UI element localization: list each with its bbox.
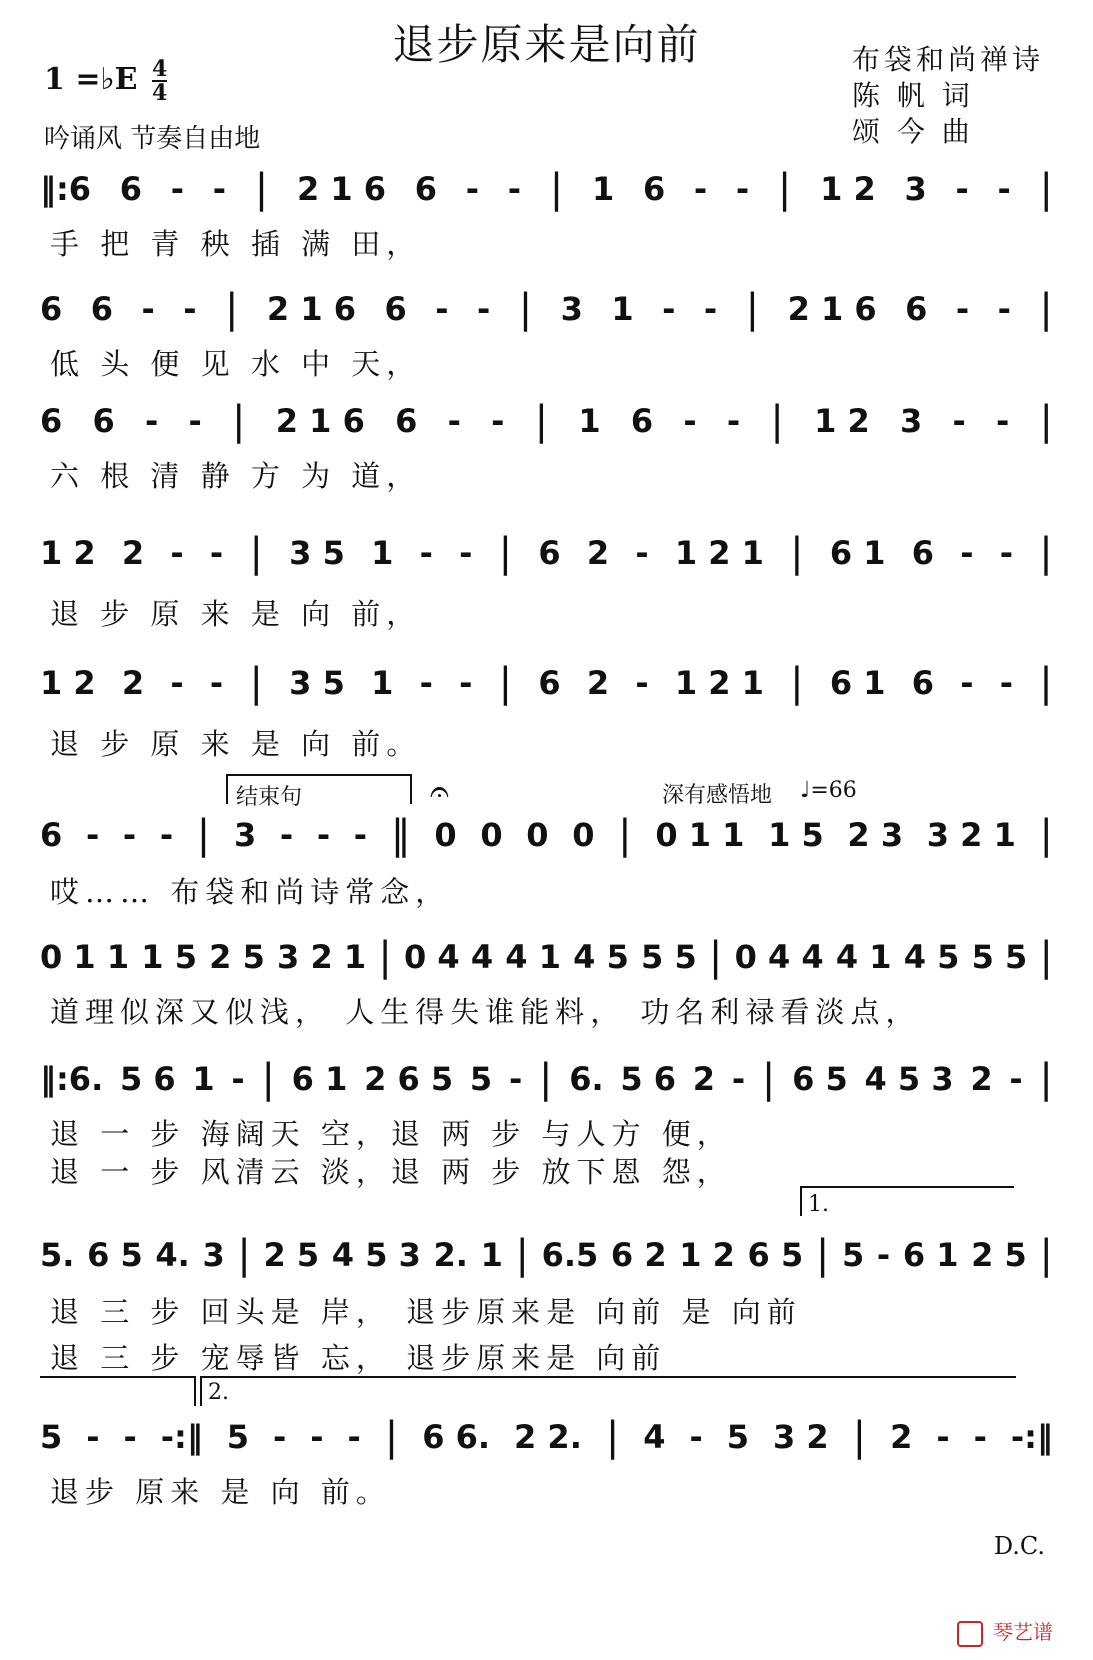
barline: | (249, 530, 263, 576)
page-title: 退步原来是向前 (392, 20, 701, 69)
note-group: 2 5 (263, 1236, 320, 1274)
note-group: - (316, 816, 331, 854)
note-group: 6 (90, 290, 113, 328)
note-group: 3 2 1 (277, 938, 367, 976)
note-group: 6 5 (792, 1060, 848, 1098)
note-group: - (731, 1060, 746, 1098)
note-group: 5 5 (641, 938, 697, 976)
note-group: 1 (192, 1060, 215, 1098)
note-group: - (703, 290, 718, 328)
barline: | (1039, 530, 1053, 576)
note-group: - (310, 1418, 324, 1456)
note-group: 2 1 6 (266, 290, 356, 328)
barline: | (254, 166, 269, 212)
note-group: - (122, 816, 137, 854)
tempo-text: 吟诵风 节奏自由地 (44, 124, 261, 154)
note-group: - (159, 816, 174, 854)
lyric-row-10: 退步 原来 是 向 前。 (50, 1475, 391, 1509)
note-group: 0 4 4 (734, 938, 824, 976)
note-group: 1 (371, 534, 394, 572)
note-group: 1 5 (768, 816, 824, 854)
note-group: 5 (841, 1236, 865, 1274)
note-group: 2 (121, 534, 145, 572)
note-group: - (170, 664, 184, 702)
note-group: 1 2 (820, 170, 876, 208)
note-group: 5 6 (119, 1060, 176, 1098)
note-group: - (123, 1418, 137, 1456)
score-row-1 (40, 160, 1053, 218)
note-group: 3 (202, 1236, 225, 1274)
note-group: 6 1 (291, 1060, 348, 1098)
score-row-8 (40, 1050, 1053, 1108)
note-group: - (635, 534, 649, 572)
note-group: 3 (904, 170, 927, 208)
note-group: 6 1 (829, 664, 886, 702)
tempo-mark: ♩=66 (800, 778, 857, 803)
lyric-row-5: 退 步 原 来 是 向 前。 (50, 727, 422, 761)
note-group: 2 (121, 664, 145, 702)
note-group: 0 (526, 816, 549, 854)
note-group: 5. (40, 1236, 75, 1274)
barline: | (538, 1056, 553, 1102)
note-group: - (735, 170, 750, 208)
note-group: - (347, 1418, 361, 1456)
lyric-row-9a: 退 三 步 回头是 岸， 退步原来是 向前 是 向前 (50, 1295, 802, 1329)
ending-bracket-right (410, 774, 412, 804)
note-group: 6 (119, 170, 143, 208)
note-group: - (1009, 1060, 1023, 1098)
note-group: - (955, 170, 969, 208)
barline: | (1039, 660, 1053, 706)
lyric-row-1: 手 把 青 秧 插 满 田， (50, 227, 422, 261)
note-group: 4 1 (835, 938, 892, 976)
barline: | (384, 1414, 399, 1460)
note-group: 4 5 3 (864, 1060, 954, 1098)
barline: | (237, 1232, 251, 1278)
note-group: 6 1 (902, 1236, 959, 1274)
note-group: - (141, 290, 155, 328)
volta-1-label: 1. (808, 1192, 829, 1217)
lyric-row-8b: 退 一 步 风清云 淡，退 两 步 放下恩 怨， (50, 1155, 732, 1189)
lyric-row-3: 六 根 清 静 方 为 道， (50, 459, 422, 493)
barline: | (777, 166, 792, 212)
barline: | (249, 660, 263, 706)
note-group: - (999, 664, 1014, 702)
volta-1-bracket-left (800, 1186, 802, 1216)
note-group: - (170, 534, 184, 572)
note-group: - (145, 402, 159, 440)
note-group: 2 2. (514, 1418, 582, 1456)
barline: | (1039, 812, 1053, 858)
note-group: 5 5 (971, 938, 1028, 976)
time-denominator: 4 (151, 80, 168, 106)
note-group: 6 (414, 170, 438, 208)
note-group: 4 5 (903, 938, 960, 976)
note-group: 1 (371, 664, 394, 702)
note-group: - (209, 664, 224, 702)
note-group: 3 (899, 402, 923, 440)
score-row-5 (40, 654, 1053, 712)
note-group: 2 1 6 (275, 402, 365, 440)
barline: | (1039, 166, 1053, 212)
note-group: 2 1 6 (787, 290, 877, 328)
note-group: 6 (911, 534, 935, 572)
note-group: 2 (890, 1418, 913, 1456)
note-group: 6 (538, 534, 561, 572)
note-group: - (960, 664, 974, 702)
barline: | (1039, 286, 1053, 332)
note-group: - (662, 290, 676, 328)
barline: | (498, 530, 513, 576)
time-numerator: 4 (151, 56, 168, 82)
barline: | (1039, 398, 1053, 444)
note-group: - (279, 816, 294, 854)
note-group: - (447, 402, 461, 440)
ending-bracket (226, 774, 412, 776)
barline: | (549, 166, 564, 212)
time-signature (152, 58, 167, 104)
note-group: 3 (233, 816, 257, 854)
note-group: 5 (40, 1418, 63, 1456)
barline: | (261, 1056, 275, 1102)
note-group: - (85, 816, 100, 854)
barline: | (232, 398, 246, 444)
barline: | (196, 812, 211, 858)
note-group: 1 (611, 290, 634, 328)
note-group: 6 (642, 170, 666, 208)
note-group: 0 (572, 816, 595, 854)
note-group: 5 6 (620, 1060, 677, 1098)
volta-2-bracket-left (200, 1376, 202, 1406)
note-group: - (635, 664, 649, 702)
note-group: 1 5 (141, 938, 197, 976)
note-group: 4 (643, 1418, 666, 1456)
note-group: 6 (384, 290, 407, 328)
note-group: 6 (40, 402, 63, 440)
note-group: 0 4 4 (404, 938, 494, 976)
note-group: - (86, 1418, 100, 1456)
note-group: 1 (480, 1236, 503, 1274)
score-row-10 (40, 1408, 1053, 1466)
credit-lyricist: 陈 帆 词 (852, 79, 974, 112)
note-group: - (491, 402, 505, 440)
note-group: 4 5 (573, 938, 629, 976)
lyric-row-4: 退 步 原 来 是 向 前， (50, 597, 422, 631)
note-group: - (960, 534, 974, 572)
note-group: 5 (469, 1060, 493, 1098)
barline: | (378, 934, 392, 980)
note-group: 6. (569, 1060, 604, 1098)
dc-mark: D.C. (993, 1532, 1045, 1560)
barline: | (852, 1414, 867, 1460)
note-group: - (435, 290, 449, 328)
note-group: - (183, 290, 197, 328)
lyric-row-2: 低 头 便 见 水 中 天， (50, 347, 422, 381)
barline: | (1039, 934, 1053, 980)
fermata-mark: 𝄐 (430, 772, 449, 812)
note-group: - (997, 170, 1011, 208)
note-group: 1 2 1 (674, 534, 764, 572)
note-group: 2 (586, 534, 610, 572)
barline: | (1039, 1232, 1053, 1278)
lyric-row-7: 道理似深又似浅， 人生得失谁能料， 功名利禄看淡点， (50, 995, 921, 1029)
note-group: 2 1 6 (296, 170, 387, 208)
volta-2-label: 2. (208, 1380, 229, 1405)
barline: | (515, 1232, 529, 1278)
note-group: - (209, 534, 224, 572)
note-group: 0 1 1 (655, 816, 745, 854)
barline: | (815, 1232, 830, 1278)
key-label: 1 =♭E (44, 62, 138, 97)
note-group: 4. (155, 1236, 190, 1274)
score-row-6 (40, 806, 1053, 864)
note-group: 5 (726, 1418, 750, 1456)
watermark-logo-icon (957, 1621, 983, 1647)
barline: ‖ (390, 812, 411, 858)
credit-poem: 布袋和尚禅诗 (852, 43, 1045, 76)
note-group: 6 5 (747, 1236, 804, 1274)
note-group: - (459, 664, 473, 702)
note-group: - (952, 402, 966, 440)
barline: | (534, 398, 549, 444)
note-group: - (995, 402, 1010, 440)
barline: | (618, 812, 632, 858)
lyric-row-9b: 退 三 步 宠辱皆 忘， 退步原来是 向前 (50, 1341, 667, 1375)
note-group: 3 5 (289, 664, 345, 702)
note-group: 6 (630, 402, 654, 440)
note-group: - (419, 534, 433, 572)
note-group: 6 (538, 664, 561, 702)
note-group: 6 1 (829, 534, 886, 572)
note-group: - (476, 290, 491, 328)
note-group: 0 (434, 816, 457, 854)
note-group: 6 (40, 290, 63, 328)
barline: | (1039, 1056, 1053, 1102)
volta-1-end-bracket-right (194, 1376, 196, 1406)
note-group: - (273, 1418, 287, 1456)
note-group: 3 5 (289, 534, 345, 572)
note-group: 1 2 (814, 402, 870, 440)
note-group: 6 (911, 664, 935, 702)
volta-2-bracket (200, 1376, 1016, 1378)
note-group: - (936, 1418, 950, 1456)
score-row-4 (40, 524, 1053, 582)
note-group: - (999, 534, 1014, 572)
note-group: - (689, 1418, 703, 1456)
note-group: - (353, 816, 368, 854)
score-row-9 (40, 1226, 1053, 1284)
note-group: 6 6. (422, 1418, 491, 1456)
note-group: - (955, 290, 970, 328)
note-group: 1 2 (40, 534, 96, 572)
note-group: 1 (578, 402, 601, 440)
volta-1-bracket (800, 1186, 1014, 1188)
note-group: 2 (970, 1060, 993, 1098)
note-group: - (465, 170, 480, 208)
note-group: 4 5 3 (331, 1236, 421, 1274)
note-group: 0 (480, 816, 503, 854)
note-group: 6 (905, 290, 928, 328)
score-row-2 (40, 280, 1053, 338)
note-group: - (212, 170, 227, 208)
note-group: -:‖ (1010, 1418, 1053, 1456)
score-row-7 (40, 928, 1053, 986)
lyric-row-8a: 退 一 步 海阔天 空，退 两 步 与人方 便， (50, 1117, 732, 1151)
note-group: 1 2 1 (674, 664, 764, 702)
barline: | (518, 286, 533, 332)
barline: | (790, 530, 804, 576)
note-group: 2 5 (209, 938, 265, 976)
note-group: - (508, 1060, 523, 1098)
note-group: - (231, 1060, 245, 1098)
lyric-row-6: 哎…… 布袋和尚诗常念， (50, 875, 451, 909)
note-group: - (997, 290, 1011, 328)
note-group: - (726, 402, 741, 440)
note-group: ‖:6. (40, 1060, 104, 1098)
barline: | (224, 286, 239, 332)
note-group: 0 1 1 (40, 938, 130, 976)
note-group: - (973, 1418, 987, 1456)
ending-label: 结束句 (236, 785, 303, 810)
barline: | (605, 1414, 620, 1460)
barline: | (498, 660, 513, 706)
note-group: 2 3 (847, 816, 904, 854)
note-group: 3 2 (772, 1418, 829, 1456)
note-group: - (876, 1236, 891, 1274)
note-group: - (170, 170, 185, 208)
note-group: 2 (586, 664, 610, 702)
barline: | (790, 660, 804, 706)
note-group: 3 2 1 (926, 816, 1016, 854)
note-group: 6 (40, 816, 63, 854)
note-group: 1 2 (40, 664, 96, 702)
note-group: - (683, 402, 697, 440)
barline: | (708, 934, 723, 980)
note-group: 1 (591, 170, 615, 208)
barline: | (761, 1056, 776, 1102)
key-signature (44, 58, 167, 104)
note-group: 2. (433, 1236, 468, 1274)
barline: | (745, 286, 760, 332)
barline: | (770, 398, 784, 444)
note-group: - (507, 170, 522, 208)
note-group: 1 2 (679, 1236, 735, 1274)
watermark (957, 1616, 1053, 1647)
ending-bracket-left (226, 774, 228, 804)
credit-composer: 颂 今 曲 (852, 115, 974, 148)
note-group: 5 (226, 1418, 250, 1456)
note-group: 2 6 5 (364, 1060, 454, 1098)
expression-mark: 深有感悟地 (662, 783, 773, 808)
watermark-text: 琴艺谱 (993, 1620, 1053, 1644)
note-group: 6 5 (87, 1236, 143, 1274)
note-group: 4 1 (505, 938, 561, 976)
note-group: 6 (92, 402, 115, 440)
note-group: 2 (692, 1060, 716, 1098)
note-group: 6 2 (610, 1236, 667, 1274)
note-group: 6 (395, 402, 418, 440)
note-group: 6.5 (541, 1236, 599, 1274)
note-group: -:‖ (160, 1418, 203, 1456)
note-group: - (693, 170, 708, 208)
score-row-3 (40, 392, 1053, 450)
volta-1-end-bracket (40, 1376, 196, 1378)
note-group: - (419, 664, 433, 702)
note-group: - (188, 402, 202, 440)
note-group: 2 5 (971, 1236, 1027, 1274)
note-group: - (459, 534, 473, 572)
note-group: ‖:6 (40, 170, 92, 208)
note-group: 3 (560, 290, 583, 328)
